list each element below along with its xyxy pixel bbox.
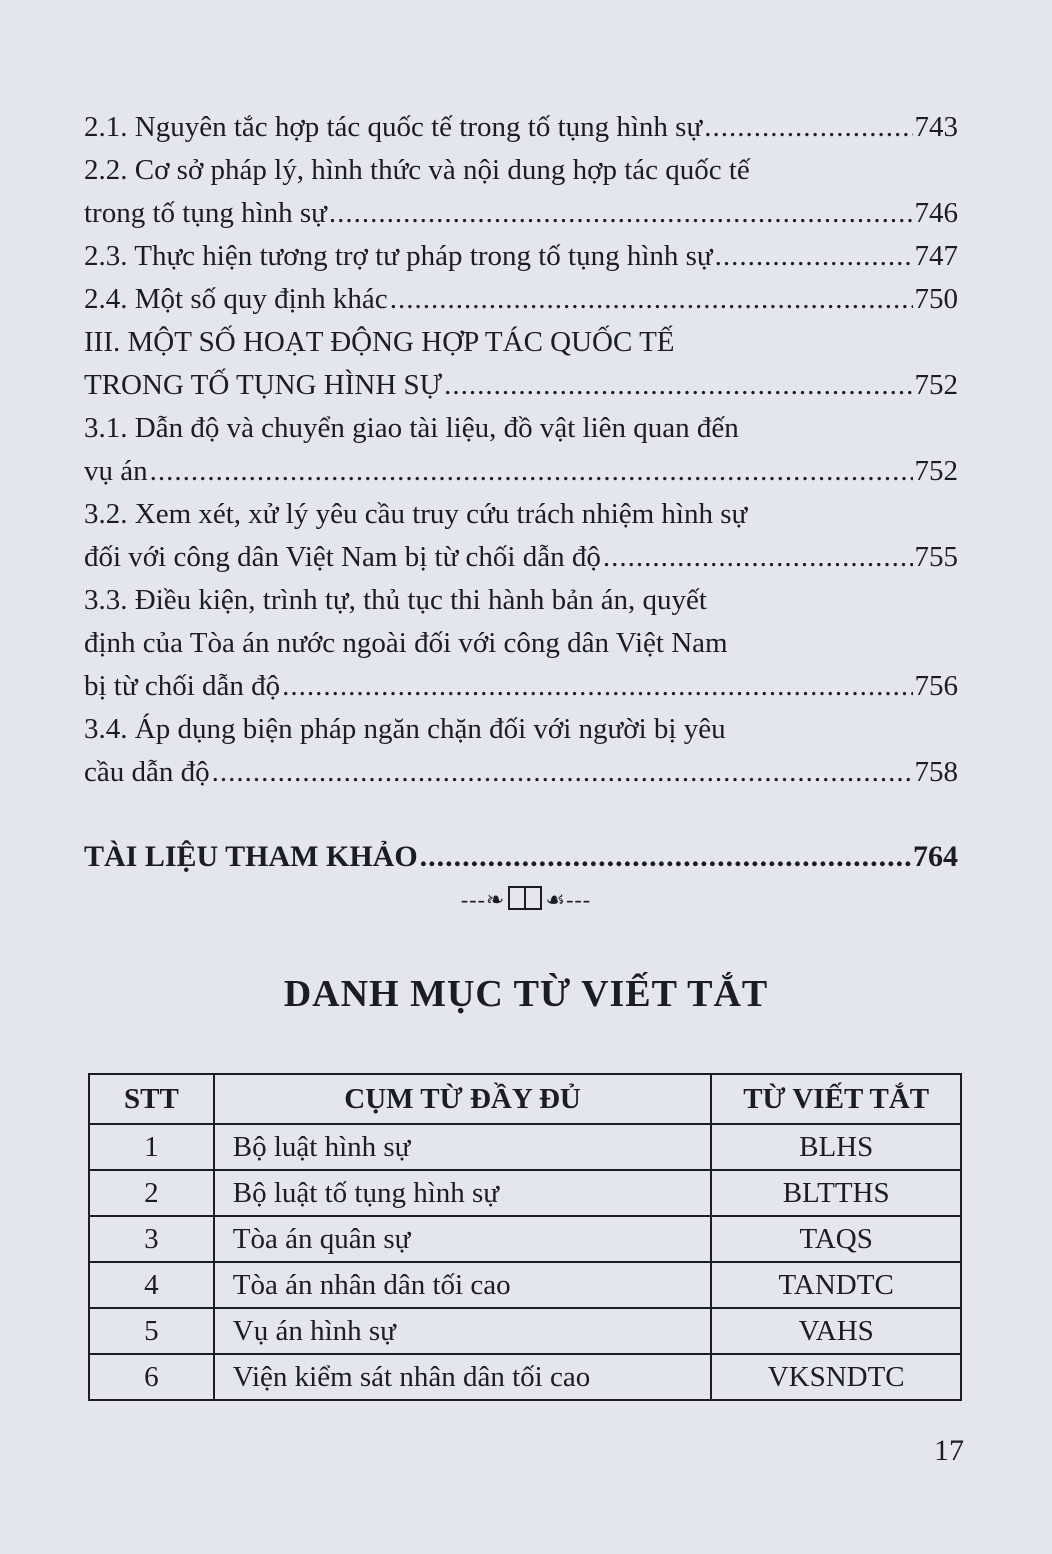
abbreviations-title: DANH MỤC TỪ VIẾT TẮT [283, 973, 769, 1015]
toc-line: 3.2. Xem xét, xử lý yêu cầu truy cứu trách nhiệm hình sự [84, 498, 748, 530]
toc-line: 2.3. Thực hiện tương trợ tư pháp trong tố tụng hình sự ..... 747 [84, 235, 958, 278]
column-header: CỤM TỪ ĐẦY ĐỦ [214, 1074, 712, 1124]
toc-line: vụ án ..... 752 [84, 450, 958, 493]
table-row: 2 Bộ luật tố tụng hình sự BLTTHS [89, 1170, 961, 1216]
section-divider: ---❧ ☙--- [460, 887, 592, 912]
table-row: 3 Tòa án quân sự TAQS [89, 1216, 961, 1262]
column-header: TỪ VIẾT TẮT [711, 1074, 961, 1124]
right-flourish-icon: ☙ [545, 887, 567, 912]
abbreviations-table [88, 1073, 962, 1401]
table-header-row [89, 1074, 961, 1124]
left-flourish-icon: ❧ [485, 887, 506, 912]
table-row: 4 Tòa án nhân dân tối cao TANDTC [89, 1262, 961, 1308]
table-row: 5 Vụ án hình sự VAHS [89, 1308, 961, 1354]
toc-line: TRONG TỐ TỤNG HÌNH SỰ ..... 752 [84, 364, 958, 407]
toc-line: đối với công dân Việt Nam bị từ chối dẫn độ ..... 755 [84, 536, 958, 579]
toc-line: cầu dẫn độ ..... 758 [84, 751, 958, 794]
toc-line: 3.3. Điều kiện, trình tự, thủ tục thi hành bản án, quyết [84, 584, 707, 616]
toc-line: III. MỘT SỐ HOẠT ĐỘNG HỢP TÁC QUỐC TẾ [84, 326, 675, 358]
toc-line: 3.4. Áp dụng biện pháp ngăn chặn đối với người bị yêu [84, 713, 726, 745]
toc-line: định của Tòa án nước ngoài đối với công dân Việt Nam [84, 627, 728, 659]
toc-line: trong tố tụng hình sự ..... 746 [84, 192, 958, 235]
toc-line: bị từ chối dẫn độ ..... 756 [84, 665, 958, 708]
toc-line: 2.4. Một số quy định khác ..... 750 [84, 278, 958, 321]
toc-line: 3.1. Dẫn độ và chuyển giao tài liệu, đồ vật liên quan đến [84, 412, 739, 444]
toc-line: 2.1. Nguyên tắc hợp tác quốc tế trong tố tụng hình sự ..... 743 [84, 106, 958, 149]
references-entry [84, 840, 958, 883]
table-of-contents [84, 106, 958, 794]
book-icon [508, 886, 542, 910]
column-header: STT [89, 1074, 214, 1124]
toc-line: 2.2. Cơ sở pháp lý, hình thức và nội dung hợp tác quốc tế [84, 154, 750, 186]
toc-line: TÀI LIỆU THAM KHẢO ..... 764 [84, 840, 958, 883]
table-row: 1 Bộ luật hình sự BLHS [89, 1124, 961, 1170]
page-number: 17 [934, 1434, 964, 1467]
table-row: 6 Viện kiểm sát nhân dân tối cao VKSNDTC [89, 1354, 961, 1400]
